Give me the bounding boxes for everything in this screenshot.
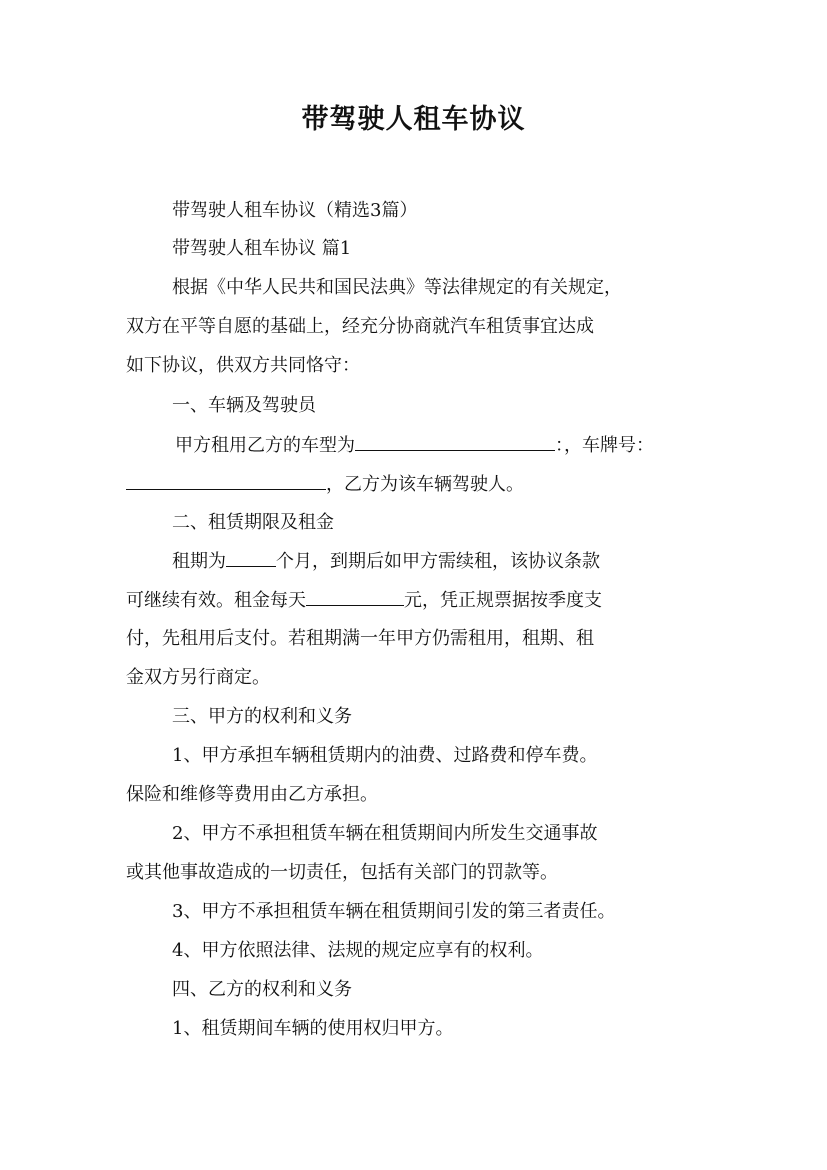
section4-heading: 四、乙方的权利和义务 [172, 979, 352, 1000]
section1-heading: 一、车辆及驾驶员 [172, 395, 316, 416]
section3-item4: 4、甲方依照法律、法规的规定应享有的权利。 [172, 940, 544, 961]
plate-number-blank [126, 471, 326, 490]
section3-item1-line-2: 保险和维修等费用由乙方承担。 [126, 784, 378, 805]
section2-heading: 二、租赁期限及租金 [172, 512, 334, 533]
section2-line-2 [0, 587, 827, 614]
intro-line-2: 双方在平等自愿的基础上，经充分协商就汽车租赁事宜达成 [126, 316, 594, 337]
section1-line-2 [0, 471, 827, 498]
document-title: 带驾驶人租车协议 [301, 104, 526, 135]
section3-item2-line-2: 或其他事故造成的一切责任，包括有关部门的罚款等。 [126, 862, 558, 883]
section1-line1-prefix: 甲方租用乙方的车型为 [175, 435, 355, 456]
section3-item2-line-1: 2、甲方不承担租赁车辆在租赁期间内所发生交通事故 [172, 823, 598, 844]
section2-line2-prefix: 可继续有效。租金每天 [126, 590, 306, 611]
section2-line2-suffix: 元，凭正规票据按季度支 [404, 590, 602, 611]
section2-line-1 [0, 548, 827, 575]
intro-line-3: 如下协议，供双方共同恪守： [126, 355, 360, 376]
section2-line1-prefix: 租期为 [172, 551, 226, 572]
section2-line1-suffix: 个月，到期后如甲方需续租，该协议条款 [276, 551, 600, 572]
section1-line-1 [0, 432, 827, 459]
part-heading: 带驾驶人租车协议 篇1 [172, 238, 352, 259]
section1-line1-mid: ：，车牌号： [555, 435, 654, 456]
document-subtitle: 带驾驶人租车协议（精选3篇） [172, 200, 418, 221]
section3-item3: 3、甲方不承担租赁车辆在租赁期间引发的第三者责任。 [172, 901, 616, 922]
section2-line-3: 付，先租用后支付。若租期满一年甲方仍需租用，租期、租 [126, 628, 594, 649]
section3-item1-line-1: 1、甲方承担车辆租赁期内的油费、过路费和停车费。 [172, 745, 598, 766]
section4-item1: 1、租赁期间车辆的使用权归甲方。 [172, 1018, 454, 1039]
car-model-blank [355, 432, 555, 451]
daily-rent-blank [306, 587, 404, 606]
intro-line-1: 根据《中华人民共和国民法典》等法律规定的有关规定， [172, 277, 622, 298]
term-months-blank [226, 548, 276, 567]
section2-line-4: 金双方另行商定。 [126, 667, 270, 688]
section3-heading: 三、甲方的权利和义务 [172, 706, 352, 727]
section1-line2-suffix: ，乙方为该车辆驾驶人。 [326, 474, 524, 495]
